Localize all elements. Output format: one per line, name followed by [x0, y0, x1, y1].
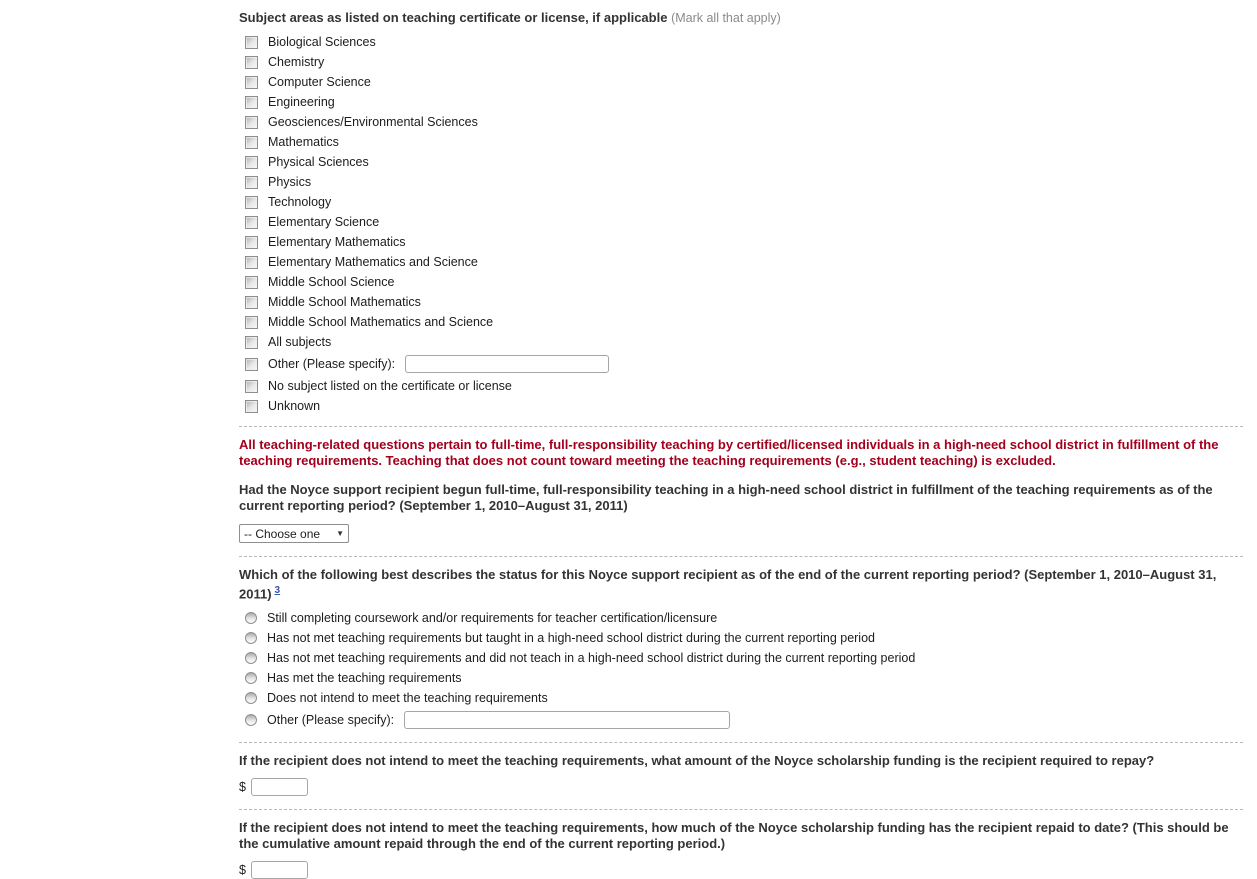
other-subject-input[interactable]	[405, 355, 609, 373]
radio-row	[245, 611, 1243, 625]
checkbox-label: Geosciences/Environmental Sciences	[268, 115, 478, 129]
repaid-to-date-input-row	[239, 861, 1243, 879]
repaid-to-date-amount-input[interactable]	[251, 861, 308, 879]
radio-row-other	[245, 711, 1243, 729]
checkbox-row	[245, 235, 1243, 249]
select-value: -- Choose one	[244, 526, 321, 541]
checkbox-elementary-science[interactable]	[245, 216, 258, 229]
section-subject-areas	[239, 10, 1243, 413]
radio-row	[245, 651, 1243, 665]
checkbox-engineering[interactable]	[245, 96, 258, 109]
checkbox-row	[245, 35, 1243, 49]
radio-label: Does not intend to meet the teaching requirements	[267, 691, 548, 706]
checkbox-label: Physical Sciences	[268, 155, 369, 169]
checkbox-middle-school-science[interactable]	[245, 276, 258, 289]
checkbox-row	[245, 55, 1243, 69]
checkbox-label: Technology	[268, 195, 332, 209]
radio-row	[245, 631, 1243, 645]
status-question-text: Which of the following best describes the status for this Noyce support recipient as of the end of the current reporting period? (September 1, 2010–August 31, 2011)	[239, 567, 1217, 602]
repay-required-amount-input[interactable]	[251, 778, 308, 796]
status-radio-list	[245, 611, 1243, 729]
checkbox-elementary-mathematics[interactable]	[245, 236, 258, 249]
checkbox-all-subjects[interactable]	[245, 336, 258, 349]
checkbox-label: Mathematics	[268, 135, 339, 149]
checkbox-middle-school-math-and-science[interactable]	[245, 316, 258, 329]
section-divider	[239, 426, 1243, 427]
checkbox-unknown[interactable]	[245, 400, 258, 413]
checkbox-row	[245, 155, 1243, 169]
section-repaid-to-date	[239, 820, 1243, 879]
checkbox-label: Middle School Science	[268, 275, 395, 289]
radio-row	[245, 671, 1243, 685]
radio-label: Still completing coursework and/or requirements for teacher certification/licensure	[267, 611, 718, 626]
checkbox-label: Engineering	[268, 95, 335, 109]
checkbox-physical-sciences[interactable]	[245, 156, 258, 169]
repay-required-input-row	[239, 778, 1243, 796]
radio-label: Has met the teaching requirements	[267, 671, 462, 686]
repay-required-question: If the recipient does not intend to meet the teaching requirements, what amount of the Noyce scholarship funding is the recipient required to repay?	[239, 753, 1155, 769]
radio-label: Has not met teaching requirements and did not teach in a high-need school district during the current reporting period	[267, 651, 916, 666]
dollar-sign: $	[239, 780, 246, 795]
radio-other[interactable]	[245, 714, 257, 726]
checkbox-row	[245, 399, 1243, 413]
radio-not-met-but-taught[interactable]	[245, 632, 257, 644]
status-question	[239, 567, 1243, 602]
checkbox-row	[245, 195, 1243, 209]
checkbox-label: Elementary Mathematics and Science	[268, 255, 478, 269]
checkbox-no-subject-listed[interactable]	[245, 380, 258, 393]
checkbox-computer-science[interactable]	[245, 76, 258, 89]
checkbox-label: Biological Sciences	[268, 35, 376, 49]
radio-not-met-did-not-teach[interactable]	[245, 652, 257, 664]
mark-all-note: (Mark all that apply)	[671, 11, 781, 25]
subject-areas-checkbox-list	[245, 35, 1243, 413]
status-other-input[interactable]	[404, 711, 730, 729]
checkbox-label: Other (Please specify):	[268, 357, 396, 371]
checkbox-label: Elementary Mathematics	[268, 235, 406, 249]
checkbox-technology[interactable]	[245, 196, 258, 209]
radio-label: Other (Please specify):	[267, 713, 395, 728]
checkbox-chemistry[interactable]	[245, 56, 258, 69]
radio-does-not-intend[interactable]	[245, 692, 257, 704]
section-divider	[239, 556, 1243, 557]
checkbox-label: No subject listed on the certificate or license	[268, 379, 512, 393]
subject-areas-title-text: Subject areas as listed on teaching certificate or license, if applicable	[239, 10, 668, 25]
checkbox-label: Physics	[268, 175, 312, 189]
checkbox-row	[245, 295, 1243, 309]
checkbox-row	[245, 315, 1243, 329]
checkbox-label: Middle School Mathematics and Science	[268, 315, 494, 329]
section-status	[239, 567, 1243, 729]
section-begun-teaching	[239, 482, 1243, 543]
radio-still-completing[interactable]	[245, 612, 257, 624]
checkbox-row	[245, 95, 1243, 109]
checkbox-elementary-math-and-science[interactable]	[245, 256, 258, 269]
footnote-3-link[interactable]: 3	[274, 585, 281, 596]
checkbox-row	[245, 275, 1243, 289]
checkbox-label: Computer Science	[268, 75, 371, 89]
checkbox-middle-school-mathematics[interactable]	[245, 296, 258, 309]
checkbox-row	[245, 175, 1243, 189]
section-divider	[239, 809, 1243, 810]
checkbox-row	[245, 379, 1243, 393]
radio-has-met-requirements[interactable]	[245, 672, 257, 684]
teaching-requirements-notice: All teaching-related questions pertain to full-time, full-responsibility teaching by certified/licensed individuals in a high-need school district in fulfillment of the teaching requirements. Teaching that does not count toward meeting the teaching requirements (e.g., student teaching) is excluded.	[239, 437, 1219, 468]
checkbox-row	[245, 135, 1243, 149]
checkbox-label: Chemistry	[268, 55, 325, 69]
dollar-sign: $	[239, 863, 246, 878]
checkbox-row	[245, 215, 1243, 229]
checkbox-row-other	[245, 355, 1243, 373]
form-content	[239, 0, 1243, 879]
checkbox-other[interactable]	[245, 358, 258, 371]
checkbox-physics[interactable]	[245, 176, 258, 189]
checkbox-row	[245, 255, 1243, 269]
checkbox-biological-sciences[interactable]	[245, 36, 258, 49]
checkbox-mathematics[interactable]	[245, 136, 258, 149]
section-repay-required	[239, 753, 1243, 796]
checkbox-row	[245, 115, 1243, 129]
checkbox-geosciences[interactable]	[245, 116, 258, 129]
checkbox-label: All subjects	[268, 335, 332, 349]
repaid-to-date-question: If the recipient does not intend to meet the teaching requirements, how much of the Noyce scholarship funding has the recipient repaid to date? (This should be the cumulative amount repaid through the end of the current reporting period.)	[239, 820, 1229, 852]
checkbox-label: Unknown	[268, 399, 321, 413]
radio-label: Has not met teaching requirements but taught in a high-need school district during the current reporting period	[267, 631, 875, 646]
begun-teaching-question: Had the Noyce support recipient begun full-time, full-responsibility teaching in a high-need school district in fulfillment of the teaching requirements as of the current reporting period? (September 1, 2010–August 31, 2011)	[239, 482, 1213, 513]
begun-teaching-select[interactable]	[239, 524, 349, 543]
subject-areas-title	[239, 10, 1243, 26]
section-divider	[239, 742, 1243, 743]
chevron-down-icon: ▼	[336, 529, 344, 538]
checkbox-label: Elementary Science	[268, 215, 380, 229]
radio-row	[245, 691, 1243, 705]
checkbox-row	[245, 75, 1243, 89]
checkbox-label: Middle School Mathematics	[268, 295, 421, 309]
checkbox-row	[245, 335, 1243, 349]
